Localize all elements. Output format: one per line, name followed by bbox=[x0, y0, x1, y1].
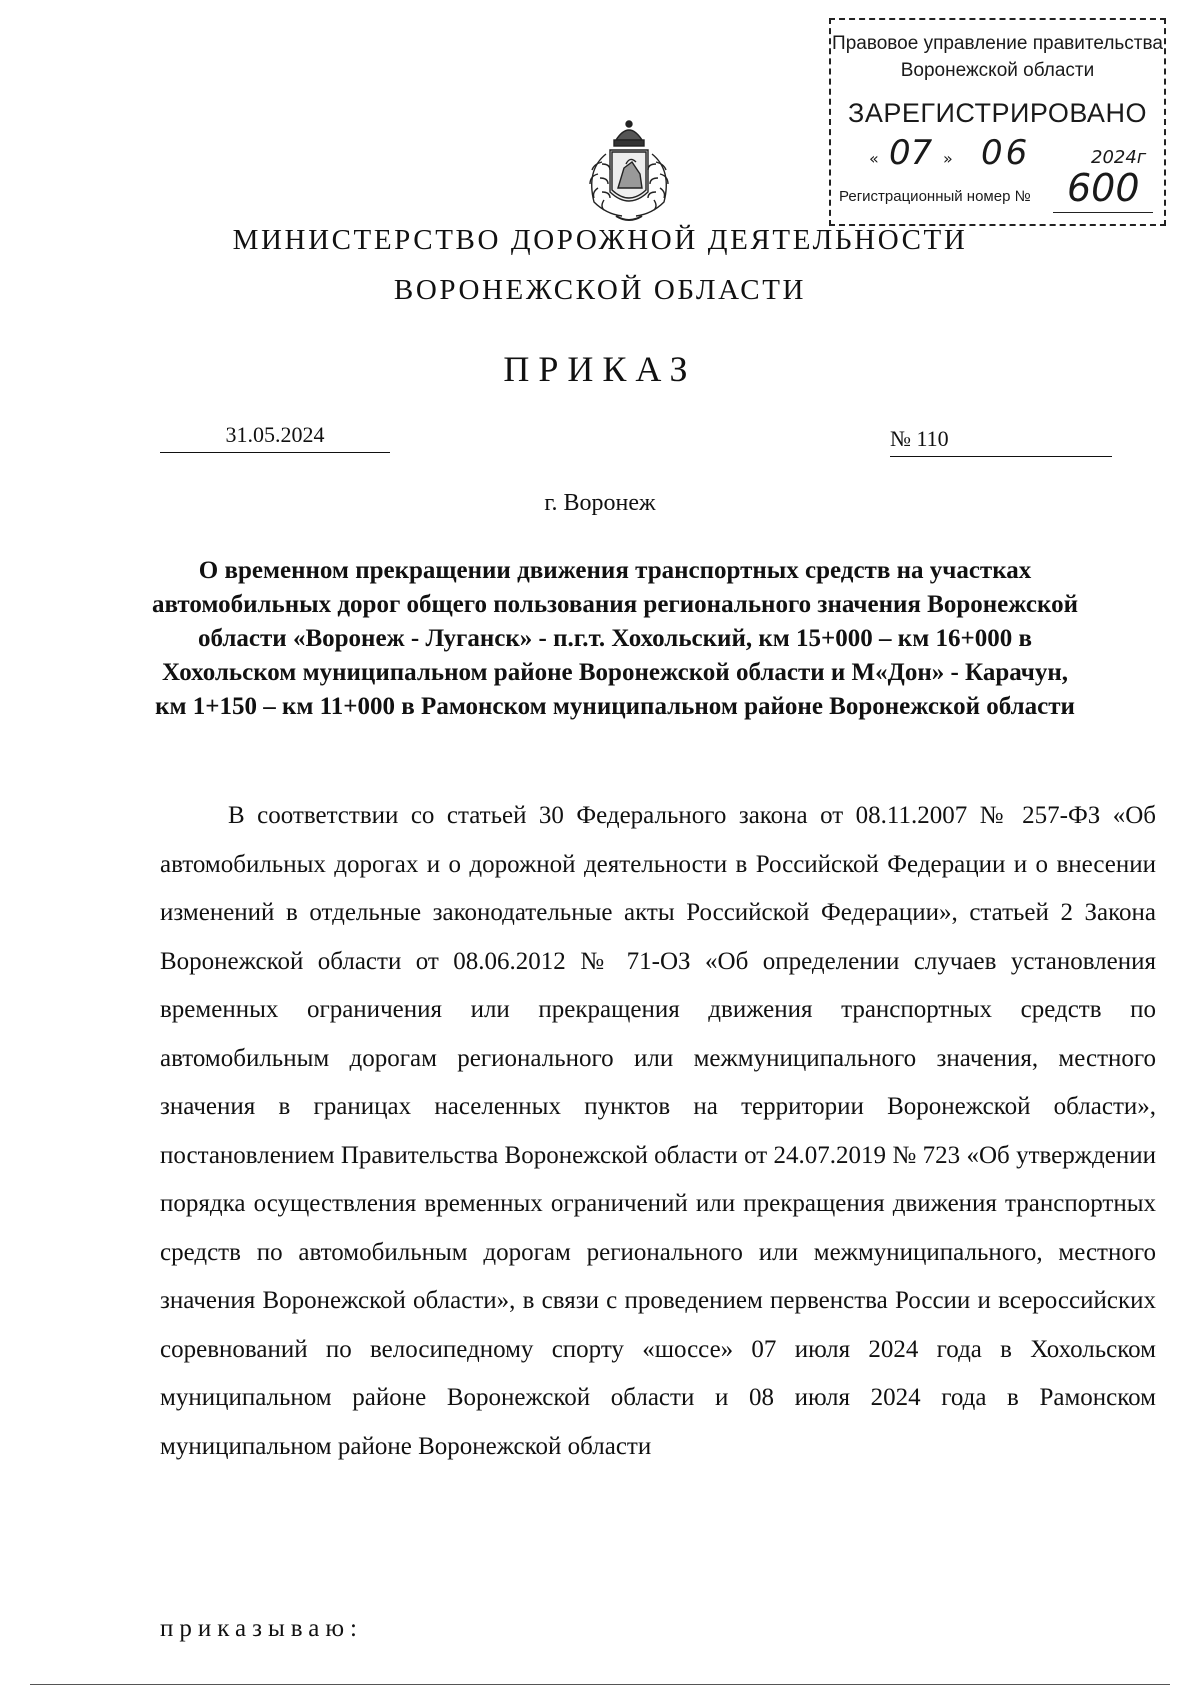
stamp-month: 06 bbox=[981, 133, 1031, 173]
ministry-name-line1: МИНИСТЕРСТВО ДОРОЖНОЙ ДЕЯТЕЛЬНОСТИ bbox=[232, 224, 968, 256]
stamp-organization bbox=[831, 30, 1164, 84]
stamp-day: 07 bbox=[889, 133, 933, 173]
document-number: № 110 bbox=[890, 426, 1112, 457]
document-body: В соответствии со статьей 30 Федерального закона от 08.11.2007 № 257-ФЗ «Об автомобильных дорогах и о дорожной деятельности в Российской Федерации и о внесении изменений в отдельные законодательные акты Российской Федерации», статьей 2 Закона Воронежской области от 08.06.2012 № 71-ОЗ «Об определении случаев установления временных ограничения или прекращения движения транспортных средств по автомобильным дорогам регионального или межмуниципального значения, местного значения в границах населенных пунктов на территории Воронежской области», постановлением Правительства Воронежской области от 24.07.2019 № 723 «Об утверждении порядка осуществления временных ограничений или прекращения движения транспортных средств по автомобильным дорогам регионального или межмуниципального, местного значения Воронежской области», в связи с проведением первенства России и всероссийских соревнований по велосипедному спорту «шоссе» 07 июля 2024 года в Хохольском муниципальном районе Воронежской области и 08 июля 2024 года в Рамонском муниципальном районе Воронежской области bbox=[160, 802, 1156, 1460]
stamp-quote-open: « bbox=[869, 149, 879, 168]
order-word: приказываю: bbox=[160, 1615, 363, 1642]
stamp-reg-number-row bbox=[839, 166, 1149, 210]
stamp-number-underline bbox=[1053, 212, 1153, 213]
stamp-registered: ЗАРЕГИСТРИРОВАНО bbox=[848, 98, 1147, 128]
coat-of-arms-icon bbox=[572, 118, 686, 228]
page-bottom-rule bbox=[30, 1684, 1170, 1685]
stamp-reg-label: Регистрационный номер № bbox=[839, 188, 1031, 205]
stamp-reg-number: 600 bbox=[1067, 166, 1140, 210]
stamp-org-line2: Воронежской области bbox=[900, 60, 1095, 81]
stamp-year: 2024г bbox=[1091, 147, 1147, 168]
document-city: г. Воронеж bbox=[544, 490, 656, 516]
document-type: ПРИКАЗ bbox=[503, 349, 697, 389]
document-title: О временном прекращении движения транспортных средств на участках автомобильных дорог общего пользования регионального значения Воронежской области «Воронеж - Луганск» - п.г.т. Хохольский, км 15+000 – км 16+000 в Хохольском муниципальном районе Воронежской области и М«Дон» - Карачун, км 1+150 – км 11+000 в Рамонском муниципальном районе Воронежской области bbox=[152, 557, 1078, 720]
stamp-quote-close: » bbox=[943, 149, 953, 168]
ministry-name-line2: ВОРОНЕЖСКОЙ ОБЛАСТИ bbox=[393, 274, 807, 306]
registration-stamp bbox=[829, 18, 1166, 226]
document-date: 31.05.2024 bbox=[160, 422, 390, 453]
stamp-org-line1: Правовое управление правительства bbox=[832, 33, 1163, 54]
